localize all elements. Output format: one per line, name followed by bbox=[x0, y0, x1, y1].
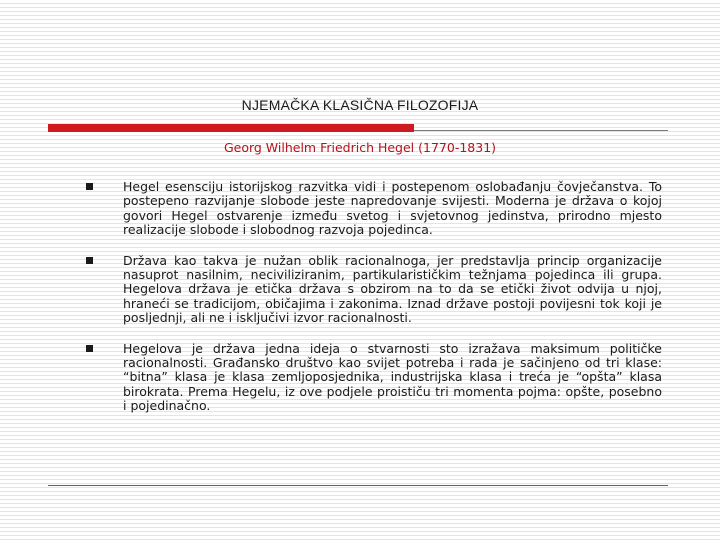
title-underline-line bbox=[414, 130, 668, 131]
bullet-item bbox=[86, 180, 666, 238]
title-underline-bar bbox=[48, 124, 414, 132]
bullet-item bbox=[86, 254, 666, 326]
square-bullet-icon bbox=[86, 345, 93, 352]
bullet-text: Država kao takva je nužan oblik racionalnoga, jer predstavlja princip organizacije nasuprot nasilnim, neciviliziranim, partikularističkim težnjama pojedinca ili grupa. Hegelova država je etička država s obzirom na to da se etički život odvija u njoj, hraneći se tradicijom, običajima i zakonima. Iznad države postoji povijesni tok koji je posljednji, ali ne i isključivi izvor racionalnosti. bbox=[123, 252, 662, 326]
slide-subtitle: Georg Wilhelm Friedrich Hegel (1770-1831) bbox=[223, 140, 497, 155]
bullet-text: Hegel esensciju istorijskog razvitka vidi i postepenom oslobađanju čovječanstva. To postepeno razvijanje slobode jeste napredovanje svijesti. Moderna je država o kojoj govori Hegel ostvarenje između svetog i svjetovnog jedinstva, prirodno mjesto realizacije slobode i slobodnog razvoja pojedinca. bbox=[123, 179, 662, 238]
bullet-list bbox=[86, 180, 666, 430]
bullet-text: Hegelova je država jedna ideja o stvarnosti sto izražava maksimum političke racionalnosti. Građansko društvo kao svijet potreba i rada je sačinjeno od tri klase: “bitna” klasa je klasa zemljoposjednika, industrijska klasa i treća je “opšta” klasa birokrata. Prema Hegelu, iz ove podjele proističu tri momenta pojma: opšte, posebno i pojedinačno. bbox=[123, 340, 662, 414]
footer-rule bbox=[48, 485, 668, 486]
square-bullet-icon bbox=[86, 183, 93, 190]
bullet-item bbox=[86, 342, 666, 414]
square-bullet-icon bbox=[86, 257, 93, 264]
slide-title: NJEMAČKA KLASIČNA FILOZOFIJA bbox=[241, 97, 479, 113]
title-underline bbox=[48, 124, 668, 132]
